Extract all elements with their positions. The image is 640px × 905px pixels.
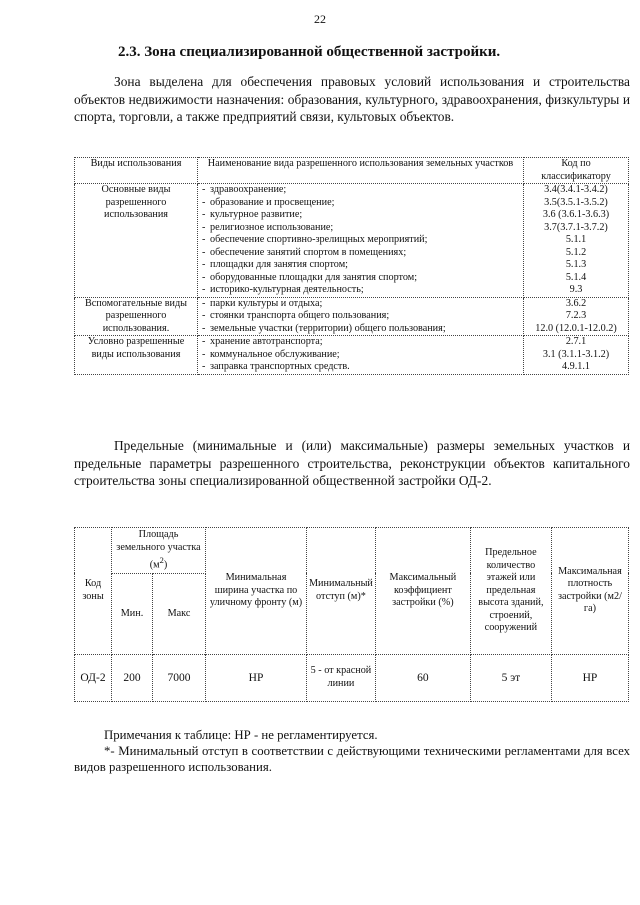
list-item: - здравоохранение; bbox=[200, 184, 521, 197]
intro-paragraph: Зона выделена для обеспечения правовых условий использования и строительства объектов недвижимости назначения: образования, культурного, здравоохранения, физкультуры и спорта, торговли, а также предприятий связи, культовых объектов. bbox=[74, 74, 630, 124]
group-kind-auxiliary: Вспомогательные виды разрешенного использования. bbox=[75, 297, 198, 336]
cell-min-width: НР bbox=[206, 654, 307, 701]
list-item: - площадки для занятия спортом; bbox=[200, 259, 521, 272]
cell-min-setback: 5 - от красной линии bbox=[307, 654, 376, 701]
list-item: - обеспечение спортивно-зрелищных мероприятий; bbox=[200, 234, 521, 247]
section-heading: 2.3. Зона специализированной общественной застройки. bbox=[118, 44, 501, 60]
code-value: 5.1.2 bbox=[565, 246, 587, 258]
cell-max-floors: 5 эт bbox=[470, 654, 551, 701]
list-item: - историко-культурная деятельность; bbox=[200, 284, 521, 297]
header-zone-code: Код зоны bbox=[75, 528, 112, 655]
group-codes-conditional bbox=[524, 336, 629, 375]
header-min-setback: Минимальный отступ (м)* bbox=[307, 528, 376, 655]
code-value: 5.1.1 bbox=[565, 234, 587, 245]
cell-max-ratio: 60 bbox=[375, 654, 470, 701]
code-value: 3.1 (3.1.1-3.1.2) bbox=[542, 348, 610, 360]
header-name: Наименование вида разрешенного использования земельных участков bbox=[198, 158, 524, 184]
code-value: 5.1.3 bbox=[565, 259, 587, 270]
table-row bbox=[75, 336, 629, 375]
header-area: Площадь земельного участка $(м^2)$ bbox=[112, 528, 206, 574]
list-item: - стоянки транспорта общего пользования; bbox=[200, 310, 521, 323]
header-max-floors: Предельное количество этажей или предельная высота зданий, строений, сооружений bbox=[470, 528, 551, 655]
cell-zone-code: ОД-2 bbox=[75, 654, 112, 701]
group-codes-auxiliary bbox=[524, 297, 629, 336]
cell-max-density: НР bbox=[551, 654, 628, 701]
list-item: - парки культуры и отдыха; bbox=[200, 298, 521, 311]
header-max-density: Максимальная плотность застройки (м2/га) bbox=[551, 528, 628, 655]
group-items-auxiliary bbox=[198, 297, 524, 336]
code-value: 3.5(3.5.1-3.5.2) bbox=[544, 196, 608, 208]
header-kind: Виды использования bbox=[75, 158, 198, 184]
table-row bbox=[75, 297, 629, 336]
group-kind-conditional: Условно разрешенные виды использования bbox=[75, 336, 198, 375]
code-value: 3.6.2 bbox=[565, 297, 587, 309]
code-value: 3.7(3.7.1-3.7.2) bbox=[544, 221, 608, 233]
header-area-max: Макс bbox=[153, 573, 206, 654]
building-parameters-table bbox=[74, 527, 629, 702]
table-row bbox=[75, 184, 629, 298]
list-item: - религиозное использование; bbox=[200, 222, 521, 235]
code-value: 5.1.4 bbox=[565, 271, 587, 283]
header-max-ratio: Максимальный коэффициент застройки (%) bbox=[375, 528, 470, 655]
notes-block bbox=[74, 727, 630, 775]
group-items-conditional bbox=[198, 336, 524, 375]
group-codes-main bbox=[524, 184, 629, 298]
code-value: 9.3 bbox=[569, 284, 583, 295]
group-kind-main: Основные виды разрешенного использования bbox=[75, 184, 198, 298]
code-value: 4.9.1.1 bbox=[561, 361, 590, 372]
list-item: - оборудованные площадки для занятия спортом; bbox=[200, 272, 521, 285]
code-value: 12.0 (12.0.1-12.0.2) bbox=[535, 322, 617, 334]
header-code: Код по классификатору bbox=[524, 158, 629, 184]
header-min-width: Минимальная ширина участка по уличному фронту (м) bbox=[206, 528, 307, 655]
header-area-min: Мин. bbox=[112, 573, 153, 654]
code-value: 7.2.3 bbox=[565, 310, 587, 321]
code-value: 3.6 (3.6.1-3.6.3) bbox=[542, 209, 610, 220]
params-intro-paragraph: Предельные (минимальные и (или) максимальные) размеры земельных участков и предельные параметры разрешенного строительства, реконструкции объектов капитального строительства зоны специализированной общественной застройки ОД-2. bbox=[74, 438, 630, 488]
setback-footnote: *- Минимальный отступ в соответствии с действующими техническими регламентами для всех видов разрешенного использования. bbox=[74, 744, 630, 774]
list-item: - коммунальное обслуживание; bbox=[200, 349, 521, 362]
list-item: - обеспечение занятий спортом в помещениях; bbox=[200, 247, 521, 260]
code-value: 2.7.1 bbox=[565, 336, 587, 347]
code-value: 3.4(3.4.1-3.4.2) bbox=[544, 184, 608, 195]
permitted-uses-table bbox=[74, 157, 629, 375]
table-row bbox=[75, 654, 629, 701]
list-item: - хранение автотранспорта; bbox=[200, 336, 521, 349]
list-item: - образование и просвещение; bbox=[200, 197, 521, 210]
list-item: - заправка транспортных средств. bbox=[200, 361, 521, 374]
page-number: 22 bbox=[314, 12, 326, 26]
list-item: - культурное развитие; bbox=[200, 209, 521, 222]
cell-area-max: 7000 bbox=[153, 654, 206, 701]
list-item: - земельные участки (территории) общего пользования; bbox=[200, 323, 521, 336]
group-items-main bbox=[198, 184, 524, 298]
table-header-row bbox=[75, 158, 629, 184]
table-header-row bbox=[75, 528, 629, 574]
table-note: Примечания к таблице: НР - не регламентируется. bbox=[104, 728, 378, 742]
cell-area-min: 200 bbox=[112, 654, 153, 701]
